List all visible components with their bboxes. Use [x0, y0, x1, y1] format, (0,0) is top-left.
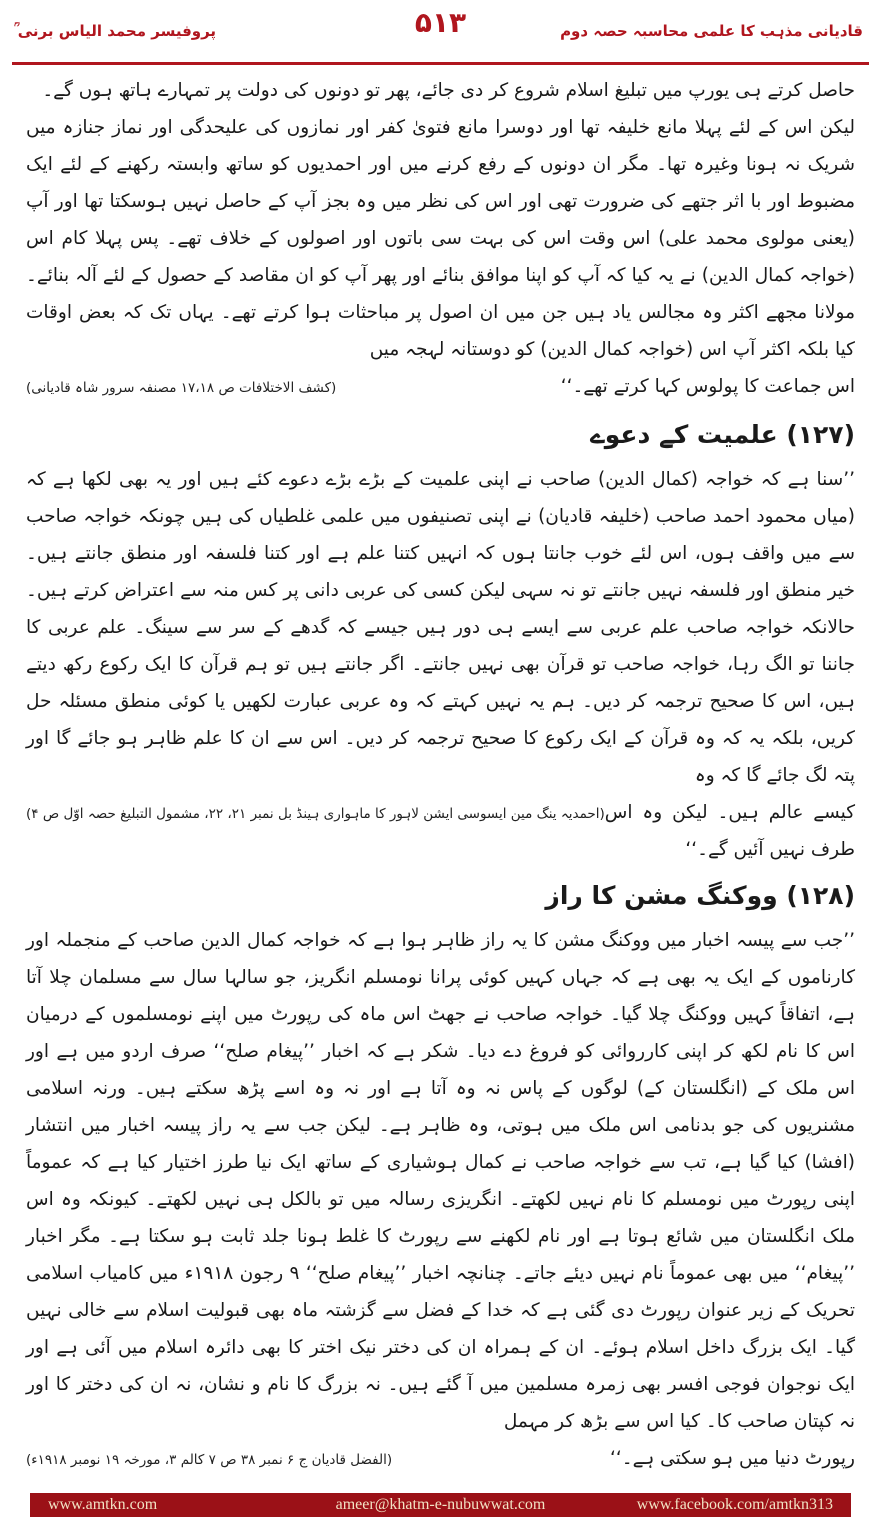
paragraph-last-line: رپورٹ دنیا میں ہو سکتی ہے۔‘‘	[610, 1448, 855, 1469]
paragraph-ending	[26, 368, 855, 407]
citation: (احمدیہ ینگ مین ایسوسی ایشن لاہور کا ماہواری ہینڈ بل نمبر ۲۱، ۲۲، مشمول التبلیغ حصہ اوّل ص ۴)	[26, 806, 605, 822]
paragraph-ending	[26, 1440, 855, 1479]
page-number: ۵۱۳	[414, 6, 467, 39]
facebook-link[interactable]: www.facebook.com/amtkn313	[636, 1496, 833, 1513]
section-heading: (۱۲۷) علمیت کے دعوے	[590, 420, 855, 449]
section-heading: (۱۲۸) ووکنگ مشن کا راز	[545, 881, 855, 910]
paragraph: ’’جب سے پیسہ اخبار میں ووکنگ مشن کا یہ راز ظاہر ہوا ہے کہ خواجہ کمال الدین صاحب کے منجملہ اور کارناموں کے ایک یہ بھی ہے کہ جہاں کہیں کوئی پرانا نومسلم انگریز، جو سالہا سال سے مسلمان چلا آتا ہے، اتفاقاً کہیں ووکنگ چلا گیا۔ خواجہ صاحب نے جھٹ اس ماہ کی رپورٹ میں اپنے نومسلموں کے درمیان اس کا نام لکھ کر اپنی کارروائی کو فروغ دے دیا۔ شکر ہے کہ اخبار ’’پیغام صلح‘‘ صرف اردو میں ہے اور اس ملک کے (انگلستان کے) لوگوں کے پاس نہ وہ آتا ہے اور نہ وہ اسے پڑھ سکتے ہیں۔ ورنہ اسلامی مشنریوں کی جو بدنامی اس ملک میں ہوتی، وہ ظاہر ہے۔ لیکن جب سے یہ راز پیسہ اخبار میں انتشار (افشا) کیا گیا ہے، تب سے خواجہ صاحب نے کمال ہوشیاری کے ساتھ ایک نیا طرز اختیار کیا ہے کہ عموماً اپنی رپورٹ میں نومسلم کا نام نہیں لکھتے۔ انگریزی رسالہ میں تو بالکل ہی نہیں لکھتے۔ کیونکہ وہ اس ملک انگلستان میں شائع ہوتا ہے اور نام لکھنے سے رپورٹ کا غلط ہونا جلد ثابت ہو سکتا ہے۔ مگر اخبار ’’پیغام‘‘ میں بھی عموماً نام نہیں دیئے جاتے۔ چنانچہ اخبار ’’پیغام صلح‘‘ ۹ رجون ۱۹۱۸ء میں کامیاب اسلامی تحریک کے زیر عنوان رپورٹ دی گئی ہے کہ خدا کے فضل سے گزشتہ ماہ بھی قبولیت اسلام سے خالی نہیں گیا۔ ایک بزرگ داخل اسلام ہوئے۔ ان کے ہمراہ ان کی دختر نیک اختر کا بھی دائرہ اسلام میں آئی ہے اور ایک نوجوان فوجی افسر بھی زمرہ مسلمین میں آ گئے ہیں۔ نہ بزرگ کا نام و نشان، نہ ان کی دختر کا اور نہ کپتان صاحب کا۔ کیا اس سے بڑھ کر مہمل	[26, 930, 855, 1432]
paragraph: ’’سنا ہے کہ خواجہ (کمال الدین) صاحب نے اپنی علمیت کے بڑے بڑے دعوے کئے ہیں اور یہ بھی لکھا ہے کہ (میاں محمود احمد صاحب (خلیفہ قادیان) نے اپنی تصنیفوں میں علمی غلطیاں کی ہیں چونکہ خواجہ صاحب سے میں واقف ہوں، اس لئے خوب جانتا ہوں کہ انہیں کتنا علم ہے اور کتنا فلسفہ اور منطق جانتے ہیں۔ خیر منطق اور فلسفہ نہیں جانتے تو نہ سہی لیکن کسی کی عربی دانی پر کس منہ سے اعتراض کرتے ہیں۔ حالانکہ خواجہ صاحب علم عربی سے ایسے ہی دور ہیں جیسے کہ گدھے کے سر سے سینگ۔ علم عربی کا جاننا تو الگ رہا، خواجہ صاحب تو قرآن بھی نہیں جانتے۔ اگر جانتے ہیں تو ہم قرآن کا ایک رکوع رکھ دیتے ہیں، اس کا صحیح ترجمہ کر دیں۔ ہم یہ نہیں کہتے کہ وہ عربی عبارت لکھیں یا کوئی منطق مسئلہ حل کریں، بلکہ یہ کہ وہ قرآن کے ایک رکوع کا صحیح ترجمہ کر دیں۔ اس سے ان کا علم ظاہر ہو جائے گا اور پتہ لگ جائے گا کہ وہ	[26, 469, 855, 786]
citation: (الفضل قادیان ج ۶ نمبر ۳۸ ص ۷ کالم ۳، مورخہ ۱۹ نومبر ۱۹۱۸ء)	[26, 1452, 393, 1468]
paragraph-ending	[26, 794, 855, 868]
paragraph-last-line: کیسے عالم ہیں۔ لیکن وہ اس طرف نہیں آئیں گے۔‘‘	[604, 802, 855, 860]
paragraph-last-line: اس جماعت کا پولوس کہا کرتے تھے۔‘‘	[560, 376, 855, 397]
book-title: قادیانی مذہب کا علمی محاسبہ حصہ دوم	[560, 22, 863, 40]
header-divider	[12, 62, 869, 65]
page-footer	[30, 1493, 851, 1517]
email-link[interactable]: ameer@khatm-e-nubuwwat.com	[335, 1496, 546, 1513]
page-header	[0, 0, 881, 66]
page-body	[26, 72, 855, 1479]
paragraph: حاصل کرتے ہی یورپ میں تبلیغ اسلام شروع کر دی جائے، پھر تو دونوں کی دولت پر تمہارے ہاتھ ہوں گے۔	[42, 80, 855, 101]
citation: (کشف الاختلافات ص ۱۷،۱۸ مصنفہ سرور شاہ قادیانی)	[26, 380, 337, 396]
website-link[interactable]: www.amtkn.com	[48, 1496, 158, 1513]
author-name: پروفیسر محمد الیاس برنی ؒ	[14, 22, 217, 40]
paragraph: لیکن اس کے لئے پہلا مانع خلیفہ تھا اور دوسرا مانع فتویٰ کفر اور نمازوں کی علیحدگی اور نماز جنازہ میں شریک نہ ہونا وغیرہ تھا۔ مگر ان دونوں کے رفع کرنے میں اور احمدیوں کو ساتھ وابستہ رکھنے کے لئے ایک مضبوط اور با اثر جتھے کی ضرورت تھی اور اس کی نظر میں وہ بجز آپ کے حاصل نہیں ہوسکتا تھا اور آپ (یعنی مولوی محمد علی) اس وقت اس کی بہت سی باتوں اور اصولوں کے خلاف تھے۔ پس پہلا کام اس (خواجہ کمال الدین) نے یہ کیا کہ آپ کو اپنا موافق بنائے اور پھر آپ کو ان مقاصد کے حصول کے لئے آلہ بنائے۔ مولانا مجھے اکثر وہ مجالس یاد ہیں جن میں ان اصول پر مباحثات ہوا کرتے تھے۔ یہاں تک کہ بعض اوقات کیا بلکہ اکثر آپ اس (خواجہ کمال الدین) کو دوستانہ لہجہ میں	[26, 117, 855, 360]
